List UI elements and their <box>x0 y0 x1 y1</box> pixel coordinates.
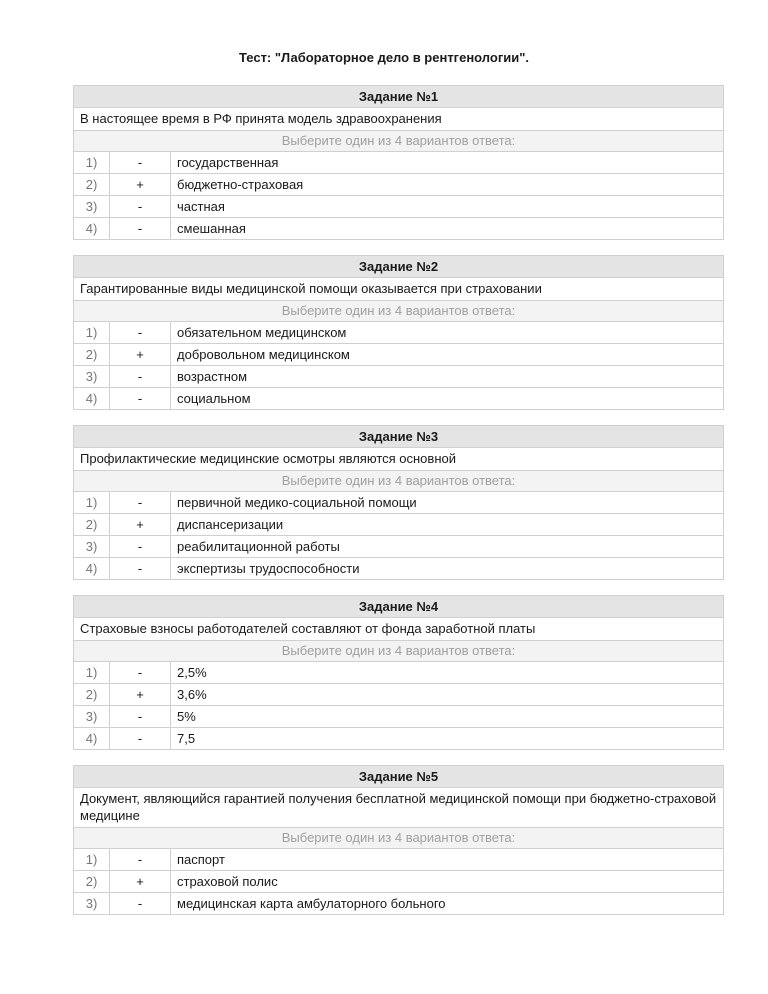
task-1 <box>73 85 724 240</box>
answer-row <box>74 366 723 388</box>
answer-mark: - <box>110 728 171 749</box>
answer-number: 3) <box>74 196 110 217</box>
task-question: Документ, являющийся гарантией получения бесплатной медицинской помощи при бюджетно-страховой медицине <box>74 788 723 828</box>
answer-row <box>74 196 723 218</box>
answer-mark: + <box>110 344 171 365</box>
answer-number: 2) <box>74 344 110 365</box>
page-title: Тест: "Лабораторное дело в рентгенологии". <box>238 50 529 65</box>
task-2 <box>73 255 724 410</box>
answer-text: 2,5% <box>177 665 207 680</box>
task-question: В настоящее время в РФ принята модель здравоохранения <box>74 108 723 131</box>
task-instruction: Выберите один из 4 вариантов ответа: <box>74 131 723 152</box>
answer-text: реабилитационной работы <box>177 539 340 554</box>
answer-number: 2) <box>74 174 110 195</box>
task-header: Задание №4 <box>74 596 723 618</box>
answer-number: 3) <box>74 893 110 914</box>
answer-mark: - <box>110 662 171 683</box>
answer-number: 4) <box>74 388 110 409</box>
answer-mark: + <box>110 514 171 535</box>
answer-mark: - <box>110 849 171 870</box>
answer-mark: - <box>110 706 171 727</box>
answer-number: 3) <box>74 536 110 557</box>
answer-text: добровольном медицинском <box>177 347 350 362</box>
answer-text: медицинская карта амбулаторного больного <box>177 896 446 911</box>
answer-row <box>74 558 723 579</box>
answer-number: 3) <box>74 706 110 727</box>
answer-text: социальном <box>177 391 251 406</box>
task-header: Задание №1 <box>74 86 723 108</box>
answer-number: 2) <box>74 871 110 892</box>
task-instruction: Выберите один из 4 вариантов ответа: <box>74 828 723 849</box>
answer-row <box>74 344 723 366</box>
answer-row <box>74 871 723 893</box>
answer-text: возрастном <box>177 369 248 384</box>
task-instruction: Выберите один из 4 вариантов ответа: <box>74 641 723 662</box>
answer-number: 4) <box>74 218 110 239</box>
answer-row <box>74 514 723 536</box>
answer-text: страховой полис <box>177 874 278 889</box>
answer-text: обязательном медицинском <box>177 325 347 340</box>
answer-row <box>74 152 723 174</box>
answer-number: 1) <box>74 492 110 513</box>
answer-mark: + <box>110 174 171 195</box>
answer-row <box>74 536 723 558</box>
task-3 <box>73 425 724 580</box>
answer-number: 2) <box>74 514 110 535</box>
answer-text: 5% <box>177 709 196 724</box>
answer-text: бюджетно-страховая <box>177 177 304 192</box>
answer-row <box>74 706 723 728</box>
answer-text: государственная <box>177 155 279 170</box>
task-header: Задание №5 <box>74 766 723 788</box>
answer-text: диспансеризации <box>177 517 284 532</box>
answer-mark: - <box>110 893 171 914</box>
task-header: Задание №2 <box>74 256 723 278</box>
answer-row <box>74 492 723 514</box>
answer-text: смешанная <box>177 221 246 236</box>
answer-mark: - <box>110 388 171 409</box>
task-question: Страховые взносы работодателей составляют от фонда заработной платы <box>74 618 723 641</box>
answer-text: 7,5 <box>177 731 196 746</box>
answer-row <box>74 662 723 684</box>
answer-number: 1) <box>74 849 110 870</box>
answer-row <box>74 388 723 409</box>
task-header: Задание №3 <box>74 426 723 448</box>
task-question: Профилактические медицинские осмотры являются основной <box>74 448 723 471</box>
answer-number: 1) <box>74 662 110 683</box>
answer-mark: + <box>110 871 171 892</box>
answer-mark: - <box>110 558 171 579</box>
answer-number: 4) <box>74 558 110 579</box>
answer-text: первичной медико-социальной помощи <box>177 495 417 510</box>
answer-text: экспертизы трудоспособности <box>177 561 360 576</box>
answer-mark: + <box>110 684 171 705</box>
task-5 <box>73 765 724 915</box>
answer-row <box>74 893 723 915</box>
answer-row <box>74 174 723 196</box>
answer-mark: - <box>110 366 171 387</box>
task-instruction: Выберите один из 4 вариантов ответа: <box>74 301 723 322</box>
task-instruction: Выберите один из 4 вариантов ответа: <box>74 471 723 492</box>
answer-row <box>74 849 723 871</box>
answer-number: 3) <box>74 366 110 387</box>
answer-mark: - <box>110 536 171 557</box>
answer-text: паспорт <box>177 852 225 867</box>
answer-row <box>74 728 723 749</box>
answer-row <box>74 322 723 344</box>
answer-mark: - <box>110 322 171 343</box>
answer-number: 4) <box>74 728 110 749</box>
answer-text: 3,6% <box>177 687 207 702</box>
answer-number: 1) <box>74 322 110 343</box>
task-question: Гарантированные виды медицинской помощи оказывается при страховании <box>74 278 723 301</box>
answer-text: частная <box>177 199 225 214</box>
task-4 <box>73 595 724 750</box>
answer-mark: - <box>110 152 171 173</box>
answer-row <box>74 684 723 706</box>
answer-mark: - <box>110 196 171 217</box>
answer-row <box>74 218 723 239</box>
answer-mark: - <box>110 492 171 513</box>
answer-number: 2) <box>74 684 110 705</box>
answer-mark: - <box>110 218 171 239</box>
answer-number: 1) <box>74 152 110 173</box>
